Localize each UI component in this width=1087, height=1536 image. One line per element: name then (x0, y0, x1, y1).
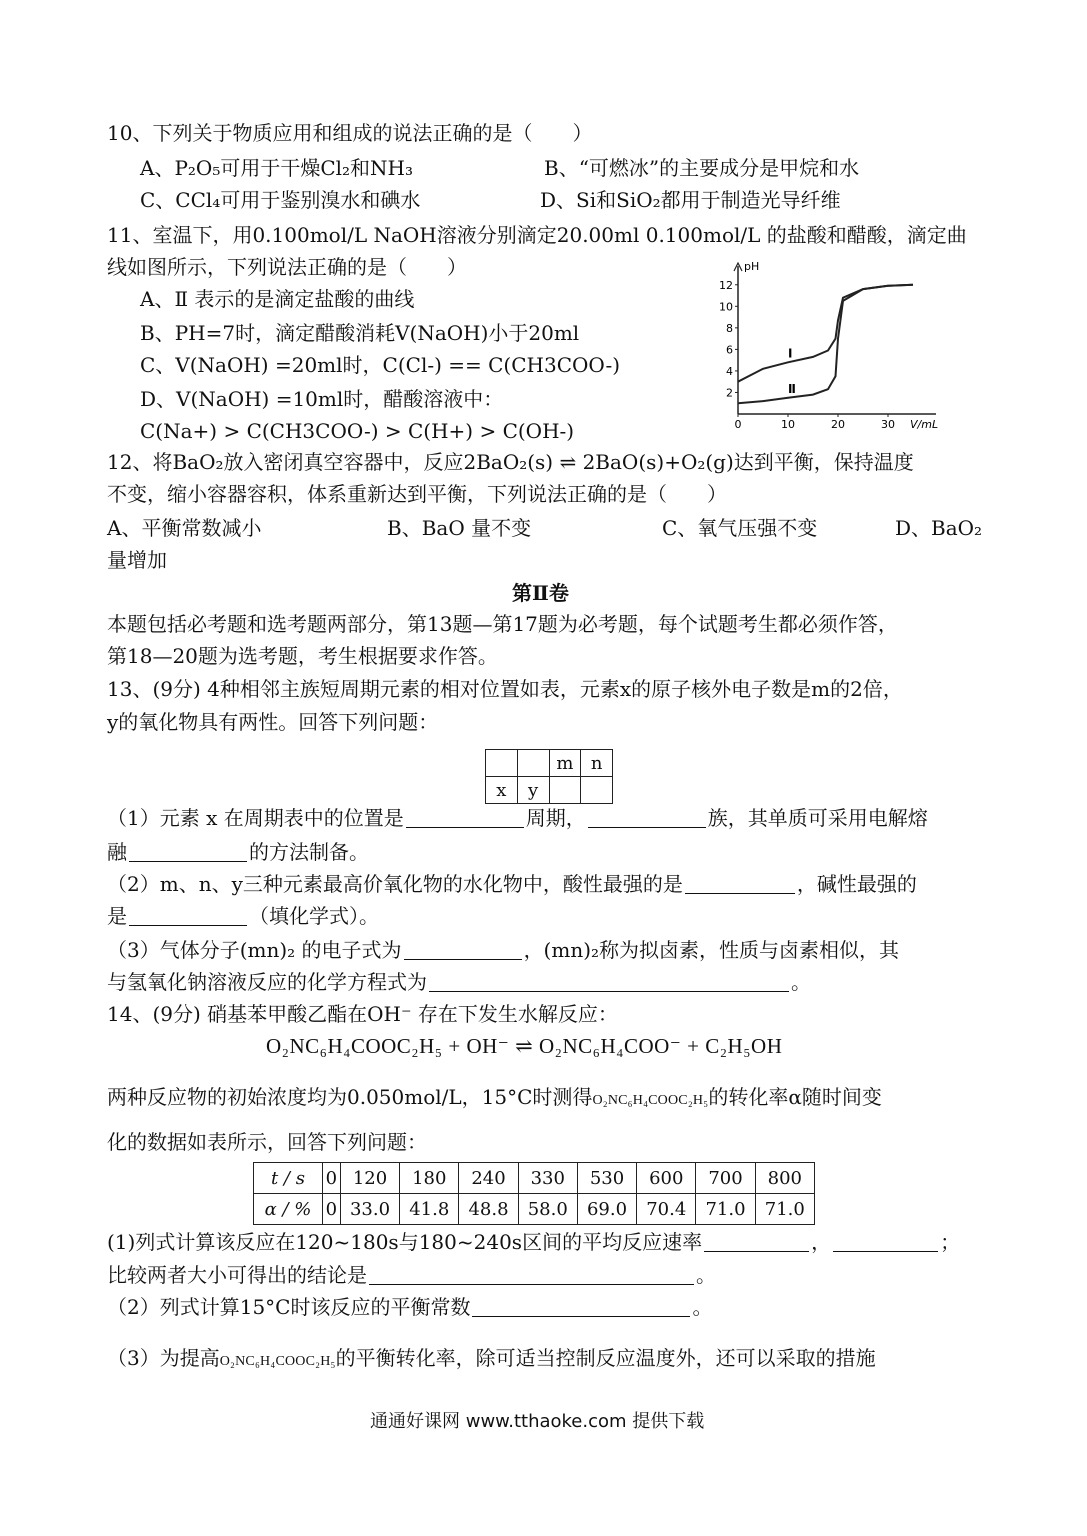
titration-curve-2 (738, 285, 913, 403)
q12-option-b: B、BaO 量不变 (387, 516, 532, 540)
answer-blank[interactable] (685, 892, 795, 894)
q13-part1-line1 (107, 808, 928, 828)
x-tick-label: 30 (881, 418, 895, 431)
section-intro-line2: 第18—20题为选考题，考生根据要求作答。 (107, 644, 498, 668)
q12-stem-line1: 12、将BaO₂放入密闭真空容器中，反应2BaO₂(s) ⇌ 2BaO(s)+O₂(g)达到平衡，保持温度 (107, 450, 914, 474)
q11-option-d-line2: C(Na+) > C(CH3COO-) > C(H+) > C(OH-) (140, 419, 575, 443)
answer-blank[interactable] (369, 1283, 694, 1285)
table-cell: 180 (400, 1163, 459, 1194)
q14-part2-text: （2）列式计算15°C时该反应的平衡常数 (107, 1295, 471, 1319)
q14-part1-text: ， (811, 1230, 832, 1254)
table-cell: 700 (696, 1163, 755, 1194)
q13-part2-line2 (107, 906, 379, 926)
answer-blank[interactable] (129, 860, 247, 862)
table-cell: 71.0 (696, 1194, 755, 1225)
table-cell: 41.8 (400, 1194, 459, 1225)
q14-stem: 14、(9分) 硝基苯甲酸乙酯在OH⁻ 存在下发生水解反应： (107, 1002, 618, 1026)
y-tick-label: 4 (726, 364, 733, 378)
table-cell (486, 750, 518, 777)
q12-option-d-cont: 量增加 (107, 548, 167, 572)
curve-label: Ⅱ (788, 381, 796, 396)
table-cell: 48.8 (459, 1194, 518, 1225)
table-cell: 71.0 (755, 1194, 814, 1225)
q11-option-a: A、Ⅱ 表示的是滴定盐酸的曲线 (140, 287, 415, 311)
answer-blank[interactable] (704, 1250, 809, 1252)
q13-part3-text: ，(mn)₂称为拟卤素，性质与卤素相似，其 (523, 938, 900, 962)
q10-option-b: B、“可燃冰”的主要成分是甲烷和水 (544, 156, 860, 180)
table-cell: m (549, 750, 581, 777)
q13-stem-line1: 13、(9分) 4种相邻主族短周期元素的相对位置如表，元素x的原子核外电子数是m的2倍， (107, 677, 903, 701)
table-row (254, 1163, 815, 1194)
q14-line2-text: 的转化率α随时间变 (708, 1085, 882, 1109)
table-cell: 69.0 (577, 1194, 636, 1225)
q12-stem-line2: 不变，缩小容器容积，体系重新达到平衡，下列说法正确的是（ ） (107, 482, 727, 506)
answer-blank[interactable] (129, 924, 247, 926)
q13-part2-text: （2）m、n、y三种元素最高价氧化物的水化物中，酸性最强的是 (107, 872, 683, 896)
q13-part1-text: 周期， (525, 806, 586, 830)
q11-option-d-line1: D、V(NaOH) =10ml时，醋酸溶液中： (140, 387, 504, 411)
q14-part2-text: 。 (692, 1295, 713, 1319)
q10-option-a: A、P₂O₅可用于干燥Cl₂和NH₃ (140, 156, 414, 180)
q10-stem: 10、下列关于物质应用和组成的说法正确的是（ ） (107, 121, 593, 145)
q13-part1-text: 的方法制备。 (249, 840, 369, 864)
q13-part2-text: 是 (107, 904, 127, 928)
q13-part3-text: 。 (791, 970, 811, 994)
q12-option-d: D、BaO₂ (895, 516, 983, 540)
q12-option-a: A、平衡常数减小 (107, 516, 262, 540)
table-cell: 70.4 (637, 1194, 696, 1225)
answer-blank[interactable] (404, 958, 522, 960)
q13-part3-line2 (107, 972, 811, 992)
y-tick-label: 2 (726, 386, 733, 400)
q11-option-b: B、PH=7时，滴定醋酸消耗V(NaOH)小于20ml (140, 321, 580, 345)
section-intro-line1: 本题包括必考题和选考题两部分，第13题—第17题为必考题，每个试题考生都必须作答， (107, 612, 898, 636)
answer-blank[interactable] (833, 1250, 938, 1252)
q13-part1-text: 族，其单质可采用电解熔 (707, 806, 928, 830)
table-cell: 0 (322, 1194, 340, 1225)
q11-stem-line2: 线如图所示，下列说法正确的是（ ） (107, 255, 467, 279)
table-cell: 530 (577, 1163, 636, 1194)
answer-blank[interactable] (472, 1315, 690, 1317)
answer-blank[interactable] (588, 826, 706, 828)
table-cell: n (581, 750, 613, 777)
q13-part1-text: （1）元素 x 在周期表中的位置是 (107, 806, 404, 830)
q13-part2-text: ，碱性最强的 (796, 872, 917, 896)
conversion-table (253, 1162, 815, 1225)
x-tick-label: 20 (831, 418, 845, 431)
q14-line2 (107, 1087, 882, 1108)
table-cell: y (517, 777, 549, 804)
table-cell: 600 (637, 1163, 696, 1194)
q11-option-c: C、V(NaOH) =20ml时，C(Cl-) == C(CH3COO-) (140, 353, 621, 377)
x-axis-label: V/mL (910, 418, 939, 431)
table-cell: 330 (518, 1163, 577, 1194)
q14-part1-line2 (107, 1265, 716, 1285)
q14-part1-text: (1)列式计算该反应在120~180s与180~240s区间的平均反应速率 (107, 1230, 703, 1254)
q13-part2-line1 (107, 874, 917, 894)
hydrolysis-equation: O₂NC₆H₄COOC₂H₅ + OH⁻ ⇌ O₂NC₆H₄COO⁻ + C₂H₅OH (266, 1034, 783, 1058)
table-cell: 0 (322, 1163, 340, 1194)
q11-stem-line1: 11、室温下，用0.100mol/L NaOH溶液分别滴定20.00ml 0.100mol/L 的盐酸和醋酸，滴定曲 (107, 223, 967, 247)
y-tick-label: 8 (726, 321, 733, 335)
table-cell: t / s (254, 1163, 323, 1194)
y-tick-label: 10 (719, 300, 733, 314)
q13-part3-text: （3）气体分子(mn)₂ 的电子式为 (107, 938, 402, 962)
titration-curve-1 (738, 285, 913, 382)
q10-option-d: D、Si和SiO₂都用于制造光导纤维 (540, 188, 841, 212)
q13-part3-text: 与氢氧化钠溶液反应的化学方程式为 (107, 970, 427, 994)
q14-line3: 化的数据如表所示，回答下列问题： (107, 1130, 427, 1154)
table-cell: α / % (254, 1194, 323, 1225)
section-title: 第Ⅱ卷 (512, 581, 569, 605)
table-cell: 800 (755, 1163, 814, 1194)
q13-part2-text: （填化学式）。 (249, 904, 379, 928)
q14-line2-text: 两种反应物的初始浓度均为0.050mol/L，15°C时测得 (107, 1085, 593, 1109)
page-footer: 通通好课网 www.tthaoke.com 提供下载 (370, 1411, 705, 1432)
table-cell: 120 (340, 1163, 399, 1194)
table-cell: 58.0 (518, 1194, 577, 1225)
x-tick-label: 0 (734, 418, 742, 431)
table-cell (517, 750, 549, 777)
q13-part1-text: 融 (107, 840, 127, 864)
titration-chart (712, 262, 944, 440)
table-cell: 33.0 (340, 1194, 399, 1225)
y-axis-label: pH (744, 262, 760, 273)
q13-part1-line2 (107, 842, 369, 862)
ester-formula: O₂NC₆H₄COOC₂H₅ (219, 1354, 336, 1369)
q14-part1-text: ； (940, 1230, 961, 1254)
x-tick-label: 10 (781, 418, 795, 431)
q14-part1-line1 (107, 1232, 960, 1252)
table-row (254, 1194, 815, 1225)
q14-part3-text: 的平衡转化率，除可适当控制反应温度外，还可以采取的措施 (335, 1346, 876, 1370)
ester-formula: O₂NC₆H₄COOC₂H₅ (592, 1093, 709, 1108)
q13-stem-line2: y的氧化物具有两性。回答下列问题： (107, 710, 439, 734)
table-cell (581, 777, 613, 804)
y-tick-label: 12 (719, 278, 733, 292)
q13-part3-line1 (107, 940, 899, 960)
element-position-table (485, 749, 613, 804)
q10-option-c: C、CCl₄可用于鉴别溴水和碘水 (140, 188, 421, 212)
table-cell: x (486, 777, 518, 804)
q12-option-c: C、氧气压强不变 (662, 516, 818, 540)
q14-part3-text: （3）为提高 (107, 1346, 220, 1370)
table-cell: 240 (459, 1163, 518, 1194)
q14-part3 (107, 1348, 876, 1369)
table-cell (549, 777, 581, 804)
q14-part1-text: 比较两者大小可得出的结论是 (107, 1263, 367, 1287)
answer-blank[interactable] (429, 990, 789, 992)
curve-label: Ⅰ (788, 346, 793, 361)
answer-blank[interactable] (406, 826, 524, 828)
q14-part2 (107, 1297, 712, 1317)
q14-part1-text: 。 (696, 1263, 716, 1287)
y-tick-label: 6 (726, 343, 733, 357)
